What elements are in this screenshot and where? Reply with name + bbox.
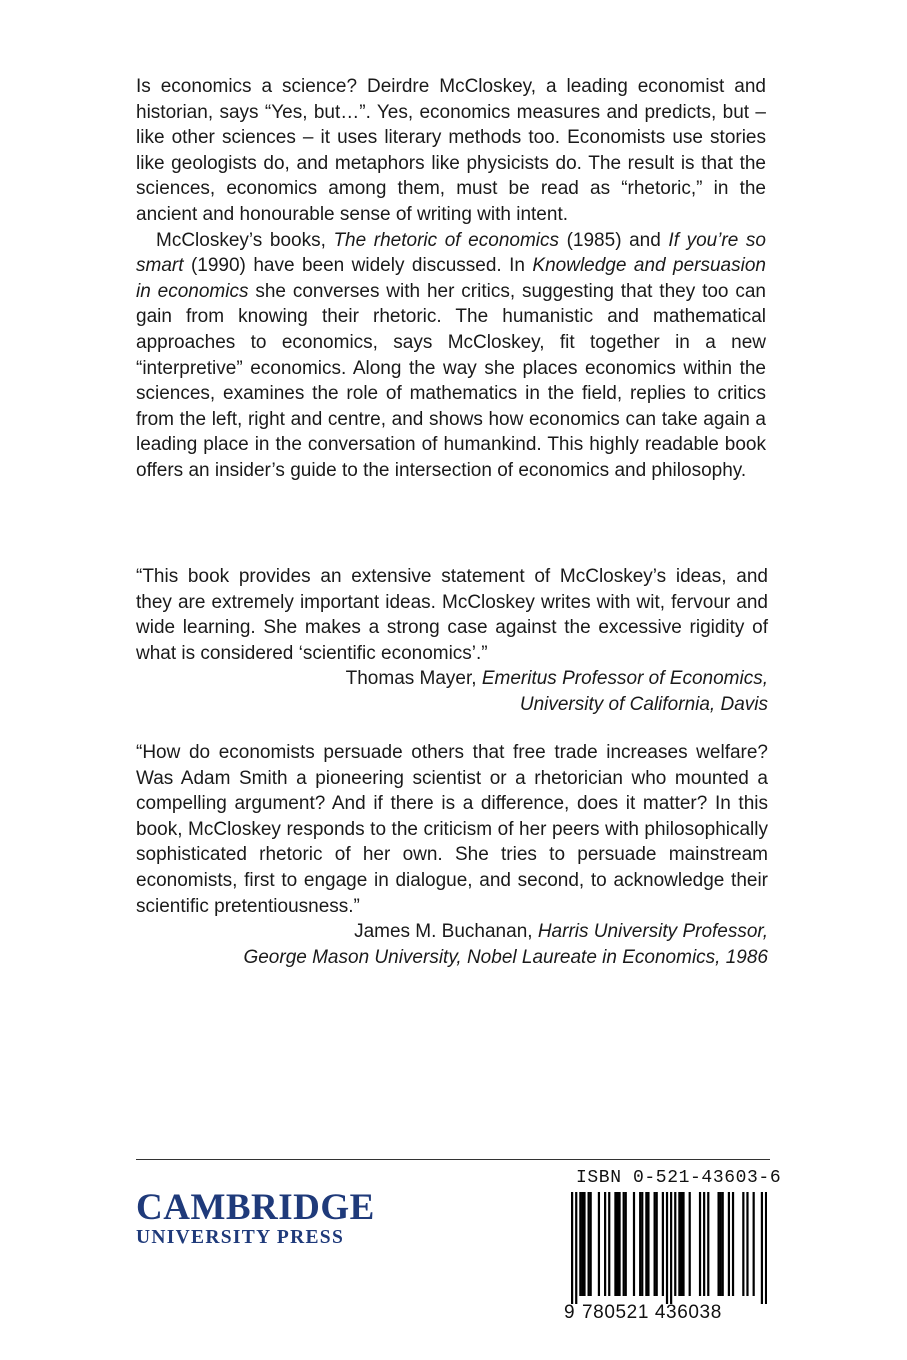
barcode-bar [604,1192,606,1296]
barcode-bar [707,1192,709,1296]
barcode-bar [678,1192,680,1296]
barcode-bar [674,1192,676,1296]
barcode-bar [656,1192,658,1296]
barcode-bar [682,1192,684,1296]
barcode-bar [647,1192,649,1296]
barcode-bar [575,1192,577,1304]
description-paragraph-1: Is economics a science? Deirdre McCloskey, a leading economist and historian, says “Yes, but…”. Yes, economics measures and predicts, but – like other sciences – it uses literary methods too. Economists use stories like geologists do, and metaphors like physicists do. The result is that the sciences, economics among them, must be read as “rhetoric,” in the ancient and honourable sense of writing with intent. [136,76,766,225]
book-title-so-smart: If you’re so smart [136,229,766,277]
barcode-bar [633,1192,635,1296]
attribution-title: Harris University Professor, [537,921,768,943]
book-title-knowledge: Knowledge and persuasion in economics [136,255,766,302]
quote-text: “This book provides an extensive statement of McCloskey’s ideas, and they are extremely important ideas. McCloskey writes with wit, fervour and wide learning. She makes a strong case against the excessive rigidity of what is considered ‘scientific economics’.” [136,566,768,664]
description-text: (1985) and [559,229,669,251]
barcode-bar [689,1192,691,1296]
publisher-logo [136,1187,396,1249]
isbn-label: ISBN 0-521-43603-6 [576,1168,782,1188]
barcode-bar [666,1192,668,1304]
barcode-bar [641,1192,643,1296]
quote-attribution [136,919,768,970]
barcode-bar [598,1192,600,1296]
description-text: (1990) have been widely discussed. In [183,255,533,277]
barcode-bar [728,1192,730,1296]
barcode-bar [581,1192,583,1296]
barcode-icon [571,1192,767,1304]
barcode-bar [742,1192,744,1296]
barcode-bar [732,1192,734,1296]
barcode-bar [614,1192,616,1296]
barcode-bar [645,1192,647,1296]
barcode-bar [623,1192,625,1296]
endorsement-quote [136,740,768,970]
attribution-name: James M. Buchanan, [354,921,538,943]
quote-text: “How do economists persuade others that free trade increases welfare? Was Adam Smith a pioneering scientist or a rhetorician who mounted a compelling argument? And if there is a difference, does it matter? In this book, McCloskey responds to the criticism of her peers with philosophically sophisticated rhetoric of her own. She tries to persuade mainstream economists, first to engage in dialogue, and second, to acknowledge their scientific pretentiousness.” [136,742,768,917]
barcode-bar [662,1192,664,1296]
barcode-bar [722,1192,724,1296]
book-description [136,74,766,484]
barcode-bar [699,1192,701,1296]
barcode-bar [583,1192,585,1296]
barcode-bar [761,1192,763,1304]
barcode-bar [588,1192,590,1296]
divider-rule [136,1159,770,1160]
barcode-lead-digit: 9 [564,1302,575,1323]
attribution-affiliation: George Mason University, Nobel Laureate in Economics, 1986 [243,946,768,968]
barcode-bar [618,1192,620,1296]
endorsement-quote [136,564,768,718]
barcode-bar [590,1192,592,1296]
description-text: she converses with her critics, suggesting that they too can gain from knowing their rhetoric. The humanistic and mathematical approaches to economics, says McCloskey, fit together in a new “interpretive” economics. Along the way she places economics within the sciences, examines the role of mathematics in the field, replies to critics from the left, right and centre, and shows how economics can take again a leading place in the conversation of humankind. This highly readable book offers an insider’s guide to the intersection of economics and philosophy. [136,280,766,481]
quote-attribution [136,666,768,717]
attribution-name: Thomas Mayer, [345,668,482,690]
barcode-bar [703,1192,705,1296]
description-paragraph-2 [136,228,766,484]
barcode-bar [753,1192,755,1296]
book-title-rhetoric: The rhetoric of economics [333,229,559,251]
barcode-bar [765,1192,767,1304]
barcode-bar [571,1192,573,1304]
attribution-affiliation: University of California, Davis [519,693,768,715]
barcode-bar [616,1192,618,1296]
barcode-bar [720,1192,722,1296]
barcode-bar [625,1192,627,1296]
description-text: McCloskey’s books, [156,229,334,251]
barcode-bar [746,1192,748,1296]
barcode-bar [654,1192,656,1296]
barcode-bar [608,1192,610,1296]
publisher-name: CAMBRIDGE [136,1187,375,1228]
attribution-title: Emeritus Professor of Economics, [481,668,768,690]
barcode-bar [579,1192,581,1296]
barcode-bar [670,1192,672,1304]
barcode [571,1192,767,1304]
barcode-bar [717,1192,719,1296]
barcode-bar [639,1192,641,1296]
publisher-subname: UNIVERSITY PRESS [136,1227,345,1248]
barcode-digits: 780521 436038 [582,1302,722,1323]
barcode-bar [680,1192,682,1296]
